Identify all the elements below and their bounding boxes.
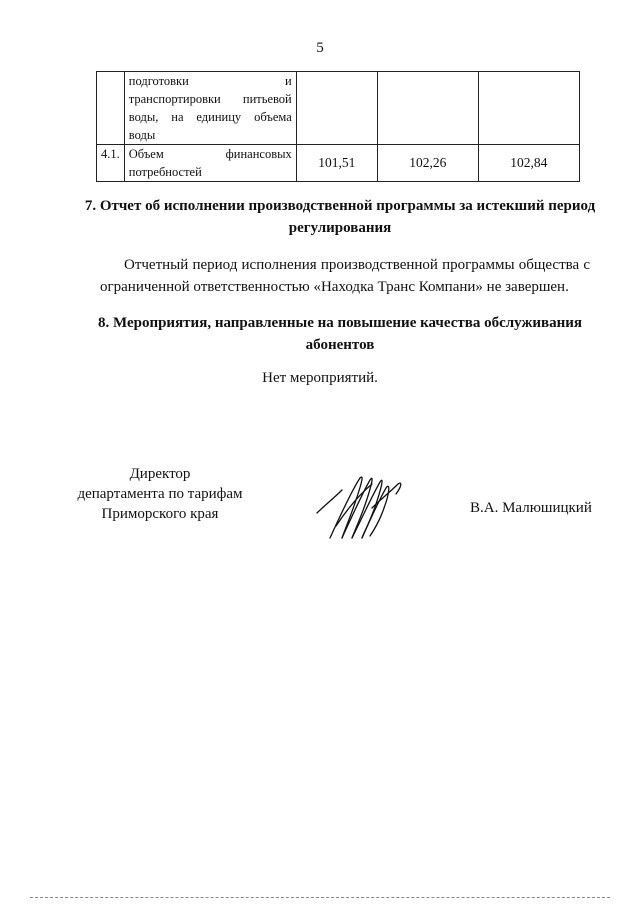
position-line: Приморского края <box>101 506 219 522</box>
table-cell-value <box>296 72 377 145</box>
section-7-body: Отчетный период исполнения производственной программы общества с ограниченной ответственностью «Находка Транс Компани» не завершен. <box>100 257 590 295</box>
section-8-title <box>80 312 600 356</box>
position-line: департамента по тарифам <box>77 486 243 502</box>
table-cell-number: 4.1. <box>97 145 125 182</box>
description-line: подготовки и <box>128 74 292 88</box>
description-line: Объем финансовых <box>128 147 292 161</box>
handwritten-signature <box>312 468 412 548</box>
financial-table <box>96 71 580 182</box>
description-line: потребностей <box>128 165 202 179</box>
table-cell-value: 101,51 <box>296 145 377 182</box>
table-cell-description <box>124 72 296 145</box>
table-cell-description <box>124 145 296 182</box>
signer-name: В.А. Малюшицкий <box>470 500 592 516</box>
section-title-line: 8. Мероприятия, направленные на повышение качества обслуживания <box>97 315 582 331</box>
position-line: Директор <box>129 466 191 482</box>
section-7-title <box>80 195 600 239</box>
table-row <box>97 145 580 182</box>
page-number: 5 <box>316 40 324 56</box>
table-cell-value <box>478 72 579 145</box>
description-line: воды, на единицу объема <box>128 110 292 124</box>
section-8-body: Нет мероприятий. <box>262 370 378 386</box>
table-cell-number <box>97 72 125 145</box>
footer-divider <box>30 897 610 898</box>
table-cell-value: 102,84 <box>478 145 579 182</box>
section-title-line: регулирования <box>288 220 392 236</box>
table-cell-value <box>377 72 478 145</box>
description-line: транспортировки питьевой <box>128 92 292 106</box>
table-row <box>97 72 580 145</box>
description-line: воды <box>128 128 156 142</box>
section-title-line: 7. Отчет об исполнении производственной программы за истекший период <box>84 198 596 214</box>
table-cell-value: 102,26 <box>377 145 478 182</box>
signer-position <box>60 464 260 524</box>
section-title-line: абонентов <box>305 337 375 353</box>
